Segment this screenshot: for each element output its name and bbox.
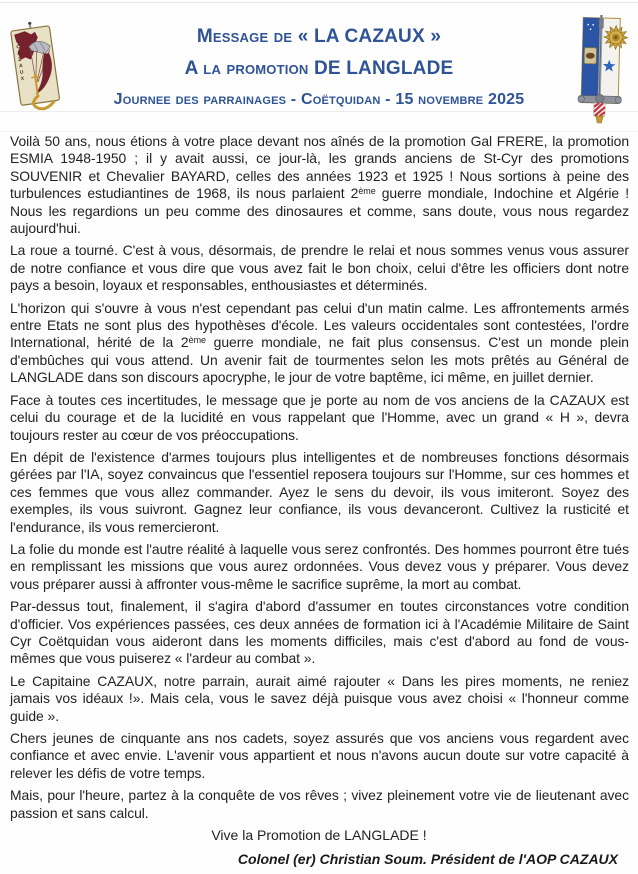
body-paragraphs [0,128,638,822]
paragraph: En dépit de l'existence d'armes toujours plus intelligentes et de nombreuses fonctions désormais gérées par l'IA, soyez convaincus que l'essentiel reposera toujours sur l'Homme, sur ces hommes et ces femmes que vous allez commander. Ayez le sens du devoir, ils vous imiteront. Soyez des exemples, ils vous suivront. Gagnez leur confiance, ils vous devanceront. Cultivez la rusticité et l'endurance, ils vous remercieront. [10,448,629,535]
paragraph: La folie du monde est l'autre réalité à laquelle vous serez confrontés. Des hommes pourront être tués en remplissant les missions que vous aurez ordonnées. Vous devez vous y préparer. Vous devez vous préparer aussi à affronter vous-même le sacrifice suprême, la mort au combat. [10,540,629,592]
paragraph: Mais, pour l'heure, partez à la conquête de vos rêves ; vivez pleinement votre vie de lieutenant avec passion et sans calcul. [10,787,629,821]
paragraph: Par-dessus tout, finalement, il s'agira d'abord d'assumer en toutes circonstances votre condition d'officier. Vos expériences passées, ces deux années de formation ici à l'Académie Militaire de Saint Cyr Coëtquidan vous aideront dans les moments difficiles, mais c'est d'abord au fond de vous-mêmes que vous puiserez « l'ardeur au combat ». [10,598,629,667]
title-line-3: Journee des parrainages - Coëtquidan - 15 novembre 2025 [113,91,525,108]
header-titles [0,0,638,110]
closing-line: Vive la Promotion de LANGLADE ! [211,827,427,844]
title-line-1: Message de « LA CAZAUX » [196,26,442,47]
langlade-promotion-badge-icon [573,12,629,126]
title-line-2: A la promotion DE LANGLADE [184,58,454,79]
badge-name-text: CAZAUX [16,44,25,83]
paragraph: Voilà 50 ans, nous étions à votre place devant nos aînés de la promotion Gal FRERE, la promotion ESMIA 1948-1950 ; il y avait aussi, ce jour-là, les grands anciens de St-Cyr des promotions SOUVENIR et Chevalier BAYARD, celles des années 1923 et 1925 ! Nous sortions à peine des turbulences estudiantines de 1968, ils nous parlaient 2ème guerre mondiale, Indochine et Algérie ! Nous les regardions un peu comme des dinosaures et comme, sans doute, vous nous regardez aujourd'hui. [10,133,629,237]
paragraph: Face à toutes ces incertitudes, le message que je porte au nom de vos anciens de la CAZAUX est celui du courage et de la lucidité en vous rappelant que l'Homme, avec un grand « H », devra toujours rester au cœur de vos préoccupations. [10,391,629,443]
paragraph: Le Capitaine CAZAUX, notre parrain, aurait aimé rajouter « Dans les pires moments, ne reniez jamais vos idéaux !». Mais cela, vous le savez déjà puisque vous avez choisi « l'honneur comme guide ». [10,672,629,724]
signature-line: Colonel (er) Christian Soum. Président de l'AOP CAZAUX [237,851,618,868]
scan-artifact-line [0,131,638,132]
cazaux-promotion-badge-icon [9,19,63,117]
paragraph: Chers jeunes de cinquante ans nos cadets, soyez assurés que vos anciens vous regardent avec confiance et avec envie. L'avenir vous appartient et nous n'avons aucun doute sur votre capacité à relever les défis de votre temps. [10,730,629,781]
paragraph: La roue a tourné. C'est à vous, désormais, de prendre le relai et nous sommes venus vous assurer de notre confiance et vous dire que vous avez fait le bon choix, celui d'être les officiers dont notre pays a besoin, loyaux et responsables, enthousiastes et déterminés. [10,242,629,294]
letter-header [0,0,638,128]
paragraph: L'horizon qui s'ouvre à vous n'est cependant pas celui d'un matin calme. Les affrontements armés entre Etats ne sont plus des hypothèses d'école. Les valeurs occidentales sont contestées, l'ordre International, hérité de la 2ème guerre mondiale, ne fait plus consensus. C'est un monde plein d'embûches qui vous attend. Un avenir fait de tourmentes selon les mots prêtés au Général de LANGLADE dans son discours apocryphe, le jour de votre baptême, ici même, en juillet dernier. [10,299,629,386]
